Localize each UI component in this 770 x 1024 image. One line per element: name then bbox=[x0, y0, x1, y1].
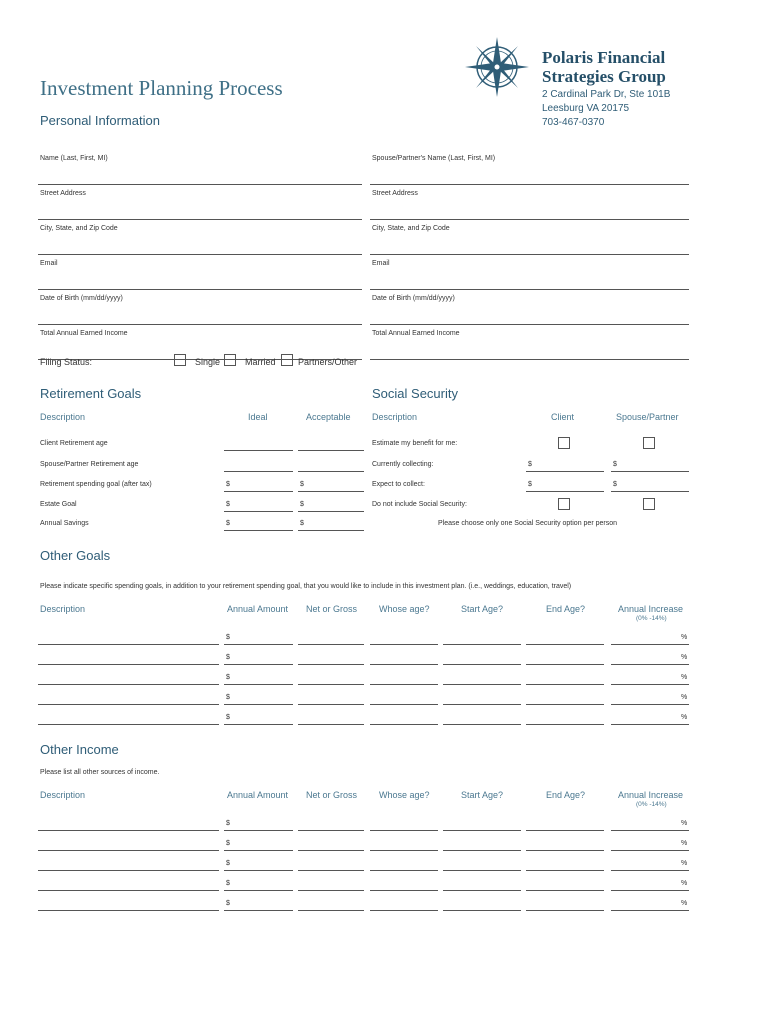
table-input-line[interactable] bbox=[298, 704, 364, 705]
field-label: Email bbox=[372, 260, 390, 267]
table-input-line[interactable] bbox=[224, 724, 293, 725]
dollar-sign: $ bbox=[226, 880, 230, 887]
spouse-input-line[interactable] bbox=[370, 289, 689, 290]
table-input-line[interactable] bbox=[611, 910, 689, 911]
column-header: End Age? bbox=[546, 604, 586, 614]
ideal-input-line[interactable] bbox=[224, 471, 293, 472]
dollar-sign: $ bbox=[226, 840, 230, 847]
table-input-line[interactable] bbox=[224, 870, 293, 871]
client-checkbox[interactable] bbox=[558, 437, 570, 449]
field-label: Total Annual Earned Income bbox=[372, 330, 460, 337]
table-input-line[interactable] bbox=[611, 890, 689, 891]
field-label: Spouse/Partner's Name (Last, First, MI) bbox=[372, 155, 496, 162]
spouse-input-line[interactable] bbox=[370, 254, 689, 255]
address-line2: Leesburg VA 20175 bbox=[542, 103, 630, 114]
acceptable-input-line[interactable] bbox=[298, 491, 364, 492]
dollar-sign: $ bbox=[226, 654, 230, 661]
table-input-line[interactable] bbox=[443, 850, 521, 851]
table-input-line[interactable] bbox=[224, 830, 293, 831]
personal-info-heading: Personal Information bbox=[40, 113, 160, 128]
retirement-row-label: Client Retirement age bbox=[40, 440, 108, 447]
field-label: Email bbox=[40, 260, 58, 267]
table-input-line[interactable] bbox=[38, 704, 219, 705]
social-security-note: Please choose only one Social Security option per person bbox=[438, 520, 617, 527]
client-input-line[interactable] bbox=[38, 289, 362, 290]
table-input-line[interactable] bbox=[443, 910, 521, 911]
acceptable-input-line[interactable] bbox=[298, 450, 364, 451]
dollar-sign: $ bbox=[300, 481, 304, 488]
retirement-col-description: Description bbox=[40, 412, 86, 422]
spouse-input-line[interactable] bbox=[370, 324, 689, 325]
spouse-amount-line[interactable] bbox=[611, 491, 689, 492]
spouse-checkbox[interactable] bbox=[643, 437, 655, 449]
client-input-line[interactable] bbox=[38, 254, 362, 255]
table-input-line[interactable] bbox=[443, 830, 521, 831]
social-row-label: Estimate my benefit for me: bbox=[372, 440, 458, 447]
table-input-line[interactable] bbox=[611, 724, 689, 725]
table-input-line[interactable] bbox=[443, 704, 521, 705]
table-input-line[interactable] bbox=[224, 684, 293, 685]
dollar-sign: $ bbox=[226, 520, 230, 527]
increase-range-note: (0% -14%) bbox=[636, 615, 667, 622]
table-input-line[interactable] bbox=[224, 890, 293, 891]
table-input-line[interactable] bbox=[370, 644, 438, 645]
table-input-line[interactable] bbox=[38, 664, 219, 665]
table-input-line[interactable] bbox=[526, 830, 604, 831]
percent-sign: % bbox=[681, 880, 688, 887]
table-input-line[interactable] bbox=[370, 704, 438, 705]
table-input-line[interactable] bbox=[298, 644, 364, 645]
table-input-line[interactable] bbox=[526, 870, 604, 871]
table-input-line[interactable] bbox=[443, 870, 521, 871]
column-header: Net or Gross bbox=[306, 604, 358, 614]
table-input-line[interactable] bbox=[298, 890, 364, 891]
field-label: Date of Birth (mm/dd/yyyy) bbox=[40, 295, 123, 302]
table-input-line[interactable] bbox=[611, 870, 689, 871]
spouse-amount-line[interactable] bbox=[611, 471, 689, 472]
field-label: Street Address bbox=[40, 190, 86, 197]
table-input-line[interactable] bbox=[224, 664, 293, 665]
percent-sign: % bbox=[681, 654, 688, 661]
table-input-line[interactable] bbox=[298, 724, 364, 725]
client-amount-line[interactable] bbox=[526, 471, 604, 472]
column-header: Start Age? bbox=[461, 790, 504, 800]
table-input-line[interactable] bbox=[38, 870, 219, 871]
social-col-client: Client bbox=[551, 412, 575, 422]
acceptable-input-line[interactable] bbox=[298, 471, 364, 472]
spouse-input-line[interactable] bbox=[370, 184, 689, 185]
table-input-line[interactable] bbox=[611, 644, 689, 645]
field-label: City, State, and Zip Code bbox=[40, 225, 118, 232]
percent-sign: % bbox=[681, 840, 688, 847]
table-input-line[interactable] bbox=[224, 850, 293, 851]
client-input-line[interactable] bbox=[38, 324, 362, 325]
client-input-line[interactable] bbox=[38, 184, 362, 185]
compass-logo-icon bbox=[462, 36, 532, 98]
table-input-line[interactable] bbox=[443, 664, 521, 665]
retirement-row-label: Spouse/Partner Retirement age bbox=[40, 461, 139, 468]
client-checkbox[interactable] bbox=[558, 498, 570, 510]
dollar-sign: $ bbox=[226, 714, 230, 721]
table-input-line[interactable] bbox=[611, 664, 689, 665]
other-goals-heading: Other Goals bbox=[40, 548, 111, 563]
ideal-input-line[interactable] bbox=[224, 491, 293, 492]
column-header: Description bbox=[40, 604, 86, 614]
spouse-input-line[interactable] bbox=[370, 359, 689, 360]
dollar-sign: $ bbox=[226, 900, 230, 907]
dollar-sign: $ bbox=[613, 481, 617, 488]
table-input-line[interactable] bbox=[443, 890, 521, 891]
table-input-line[interactable] bbox=[38, 724, 219, 725]
field-label: City, State, and Zip Code bbox=[372, 225, 450, 232]
table-input-line[interactable] bbox=[298, 850, 364, 851]
column-header: Whose age? bbox=[379, 790, 430, 800]
other-income-heading: Other Income bbox=[40, 742, 119, 757]
social-col-description: Description bbox=[372, 412, 418, 422]
percent-sign: % bbox=[681, 820, 688, 827]
dollar-sign: $ bbox=[528, 461, 532, 468]
table-input-line[interactable] bbox=[611, 830, 689, 831]
table-input-line[interactable] bbox=[298, 910, 364, 911]
column-header: Annual Increase bbox=[618, 604, 684, 614]
table-input-line[interactable] bbox=[526, 684, 604, 685]
dollar-sign: $ bbox=[226, 860, 230, 867]
table-input-line[interactable] bbox=[526, 664, 604, 665]
spouse-input-line[interactable] bbox=[370, 219, 689, 220]
retirement-goals-heading: Retirement Goals bbox=[40, 386, 142, 401]
column-header: Net or Gross bbox=[306, 790, 358, 800]
table-input-line[interactable] bbox=[298, 830, 364, 831]
filing-married-label: Married bbox=[245, 357, 276, 367]
table-input-line[interactable] bbox=[611, 850, 689, 851]
field-label: Total Annual Earned Income bbox=[40, 330, 128, 337]
table-input-line[interactable] bbox=[38, 644, 219, 645]
dollar-sign: $ bbox=[226, 634, 230, 641]
social-security-heading: Social Security bbox=[372, 386, 458, 401]
table-input-line[interactable] bbox=[526, 890, 604, 891]
filing-partners-label: Partners/Other bbox=[298, 357, 358, 367]
table-input-line[interactable] bbox=[298, 664, 364, 665]
phone-number: 703-467-0370 bbox=[542, 117, 605, 128]
table-input-line[interactable] bbox=[443, 644, 521, 645]
dollar-sign: $ bbox=[528, 481, 532, 488]
table-input-line[interactable] bbox=[611, 684, 689, 685]
ideal-input-line[interactable] bbox=[224, 530, 293, 531]
retirement-row-label: Retirement spending goal (after tax) bbox=[40, 481, 152, 488]
filing-single-checkbox[interactable] bbox=[174, 354, 186, 366]
table-input-line[interactable] bbox=[370, 684, 438, 685]
column-header: Whose age? bbox=[379, 604, 430, 614]
dollar-sign: $ bbox=[226, 481, 230, 488]
acceptable-input-line[interactable] bbox=[298, 511, 364, 512]
other-income-instruction: Please list all other sources of income. bbox=[40, 769, 160, 776]
column-header: End Age? bbox=[546, 790, 586, 800]
table-input-line[interactable] bbox=[38, 890, 219, 891]
table-input-line[interactable] bbox=[611, 704, 689, 705]
filing-single-label: Single bbox=[195, 357, 221, 367]
percent-sign: % bbox=[681, 634, 688, 641]
retirement-row-label: Estate Goal bbox=[40, 501, 77, 508]
retirement-col-ideal: Ideal bbox=[248, 412, 268, 422]
company-name-line1: Polaris Financial bbox=[542, 48, 666, 67]
table-input-line[interactable] bbox=[370, 830, 438, 831]
ideal-input-line[interactable] bbox=[224, 511, 293, 512]
filing-status-label: Filing Status: bbox=[40, 357, 93, 367]
table-input-line[interactable] bbox=[526, 704, 604, 705]
increase-range-note: (0% -14%) bbox=[636, 801, 667, 808]
table-input-line[interactable] bbox=[298, 684, 364, 685]
filing-partners-checkbox[interactable] bbox=[281, 354, 293, 366]
dollar-sign: $ bbox=[226, 501, 230, 508]
social-col-spouse: Spouse/Partner bbox=[616, 412, 679, 422]
field-label: Name (Last, First, MI) bbox=[40, 155, 108, 162]
percent-sign: % bbox=[681, 714, 688, 721]
client-input-line[interactable] bbox=[38, 219, 362, 220]
table-input-line[interactable] bbox=[526, 850, 604, 851]
table-input-line[interactable] bbox=[370, 724, 438, 725]
percent-sign: % bbox=[681, 674, 688, 681]
table-input-line[interactable] bbox=[298, 870, 364, 871]
table-input-line[interactable] bbox=[370, 890, 438, 891]
table-input-line[interactable] bbox=[38, 684, 219, 685]
spouse-checkbox[interactable] bbox=[643, 498, 655, 510]
percent-sign: % bbox=[681, 860, 688, 867]
address-line1: 2 Cardinal Park Dr, Ste 101B bbox=[542, 89, 671, 100]
dollar-sign: $ bbox=[300, 501, 304, 508]
dollar-sign: $ bbox=[226, 674, 230, 681]
table-input-line[interactable] bbox=[526, 910, 604, 911]
dollar-sign: $ bbox=[300, 520, 304, 527]
retirement-col-acceptable: Acceptable bbox=[306, 412, 351, 422]
table-input-line[interactable] bbox=[443, 684, 521, 685]
dollar-sign: $ bbox=[226, 820, 230, 827]
table-input-line[interactable] bbox=[443, 724, 521, 725]
company-name-line2: Strategies Group bbox=[542, 67, 666, 86]
dollar-sign: $ bbox=[226, 694, 230, 701]
page-title: Investment Planning Process bbox=[40, 76, 283, 100]
column-header: Description bbox=[40, 790, 86, 800]
table-input-line[interactable] bbox=[370, 850, 438, 851]
table-input-line[interactable] bbox=[38, 910, 219, 911]
table-input-line[interactable] bbox=[526, 724, 604, 725]
client-amount-line[interactable] bbox=[526, 491, 604, 492]
table-input-line[interactable] bbox=[38, 830, 219, 831]
table-input-line[interactable] bbox=[370, 870, 438, 871]
table-input-line[interactable] bbox=[370, 910, 438, 911]
column-header: Annual Amount bbox=[227, 604, 289, 614]
table-input-line[interactable] bbox=[38, 850, 219, 851]
table-input-line[interactable] bbox=[224, 644, 293, 645]
retirement-row-label: Annual Savings bbox=[40, 520, 89, 527]
table-input-line[interactable] bbox=[224, 704, 293, 705]
acceptable-input-line[interactable] bbox=[298, 530, 364, 531]
column-header: Start Age? bbox=[461, 604, 504, 614]
other-goals-instruction: Please indicate specific spending goals, in addition to your retirement spending goal, that you would like to include in this investment plan. (i.e., weddings, education, travel) bbox=[40, 583, 572, 590]
percent-sign: % bbox=[681, 900, 688, 907]
dollar-sign: $ bbox=[613, 461, 617, 468]
ideal-input-line[interactable] bbox=[224, 450, 293, 451]
social-row-label: Currently collecting: bbox=[372, 461, 434, 468]
social-row-label: Expect to collect: bbox=[372, 481, 425, 488]
table-input-line[interactable] bbox=[224, 910, 293, 911]
social-row-label: Do not include Social Security: bbox=[372, 501, 467, 508]
table-input-line[interactable] bbox=[526, 644, 604, 645]
column-header: Annual Increase bbox=[618, 790, 684, 800]
field-label: Street Address bbox=[372, 190, 418, 197]
field-label: Date of Birth (mm/dd/yyyy) bbox=[372, 295, 455, 302]
percent-sign: % bbox=[681, 694, 688, 701]
filing-married-checkbox[interactable] bbox=[224, 354, 236, 366]
column-header: Annual Amount bbox=[227, 790, 289, 800]
table-input-line[interactable] bbox=[370, 664, 438, 665]
